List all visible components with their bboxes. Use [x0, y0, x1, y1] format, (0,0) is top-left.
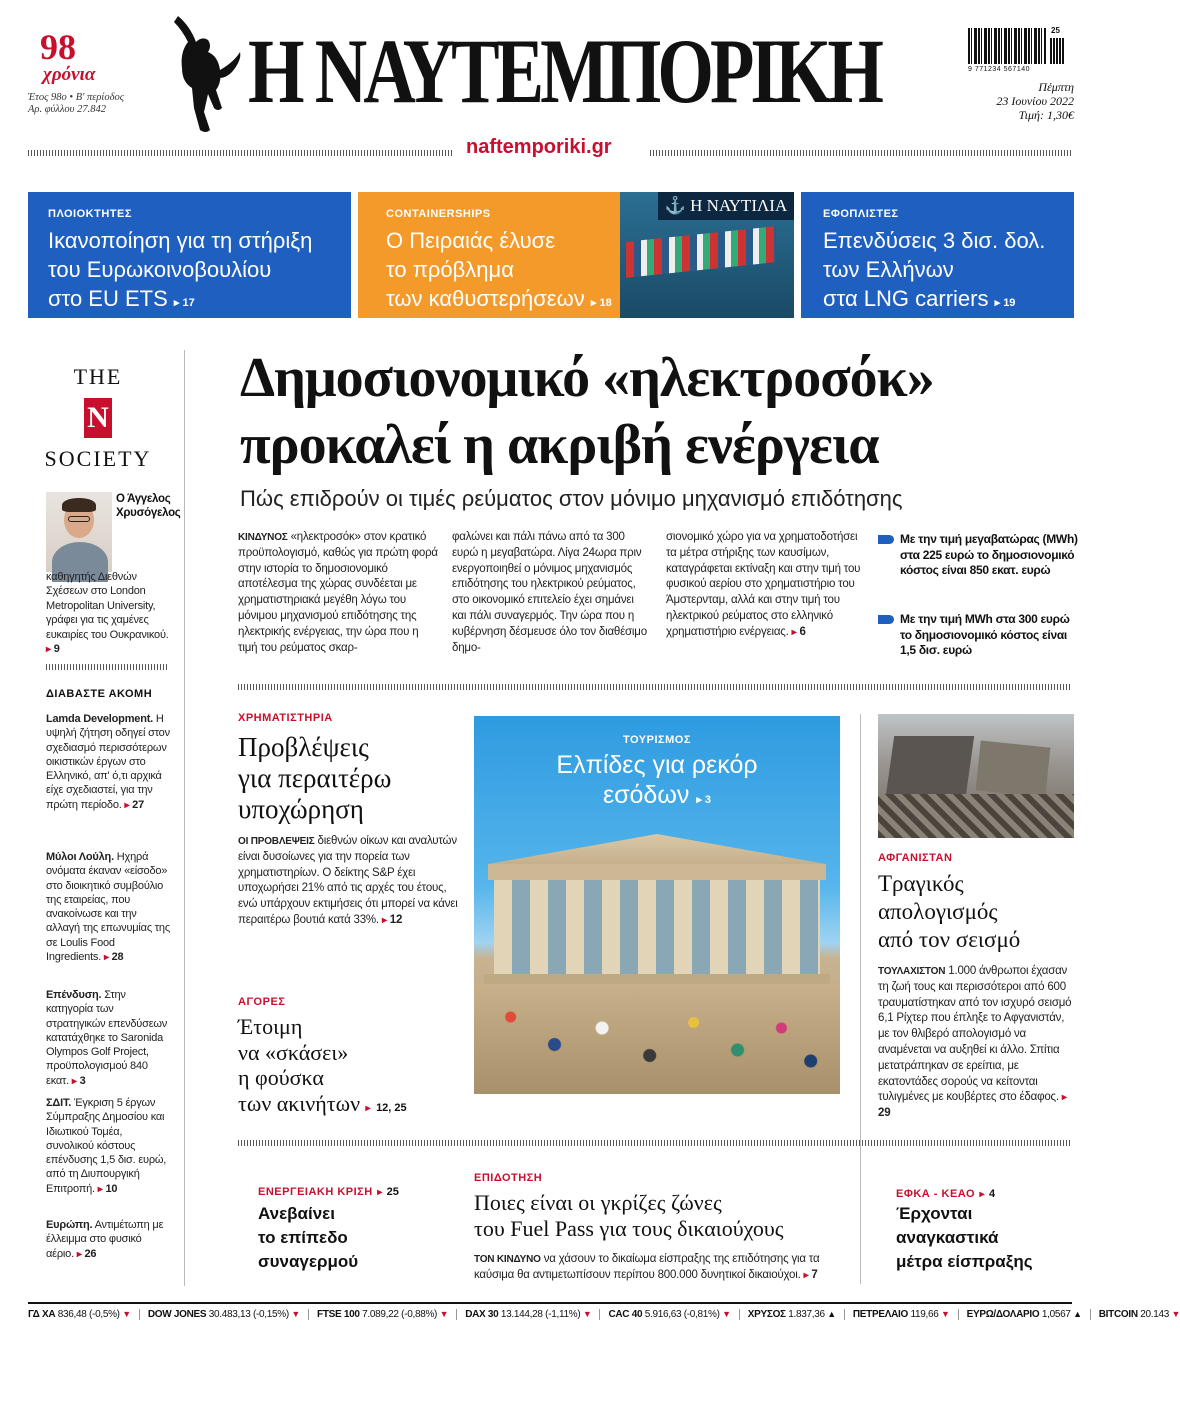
energy-kicker-row: ΕΝΕΡΓΕΙΑΚΗ ΚΡΙΣΗ ▸ 25 — [258, 1186, 399, 1198]
temple-pediment — [488, 834, 826, 864]
weekday: Πέμπτη — [1038, 80, 1074, 94]
issue-price: Τιμή: 1,30€ — [1018, 108, 1074, 122]
down-arrow-icon: ▼ — [122, 1308, 131, 1319]
main-bullet-2: Με την τιμή MWh στα 300 ευρώ το δημοσιονομικό κόστος είναι 1,5 δισ. ευρώ — [878, 612, 1078, 659]
ticker-item: ΕΥΡΩ/ΔΟΛΑΡΙΟ 1,0567 ▲ — [967, 1309, 1091, 1320]
page-ref: 9 — [53, 643, 60, 656]
up-arrow-icon: ▲ — [827, 1308, 836, 1319]
read-more-item[interactable]: Μύλοι Λούλη. Ηχηρά ονόματα έκαναν «είσοδο» στο διοικητικό συμβούλιο της εταιρείας, που ανακοίνωσε και την αλλαγή της επωνυμίας της σε Loulis Food Ingredients. ▸ 28 — [46, 851, 170, 964]
read-more-heading: ΔΙΑΒΑΣΤΕ ΑΚΟΜΗ — [46, 688, 153, 700]
society-the: THE — [73, 364, 123, 389]
read-more-item[interactable]: ΣΔΙΤ. Έγκριση 5 έργων Σύμπραξης Δημοσίου και Ιδιωτικού Τομέα, συνολικού κόστους επένδυσης 1,5 δισ. ευρώ, από τη Διυπουργική Επιτροπή. ▸ 10 — [46, 1097, 167, 1195]
down-arrow-icon: ▼ — [722, 1308, 731, 1319]
bullet-arrow-icon — [878, 535, 894, 544]
main-col-3: σιονομικό χώρο για να χρηματοδοτήσει τα μέτρα στήριξης των καυσίμων, καταγράφεται εκτίναξη και στην τιμή του φυσικού αερίου στο χρηματιστήριο του Άμστερνταμ, αλλά και στην τιμή του ηλεκτρικού ρεύματος στο ελληνικό χρηματιστήριο ενέργειας. ▸ 6 — [666, 531, 861, 638]
promo-shipowners[interactable]: ΠΛΟΙΟΚΤΗΤΕΣ Ικανοποίηση για τη στήριξη του Ευρωκοινοβουλίου στο EU ETS ▸ 17 — [28, 192, 351, 318]
promo-containerships[interactable]: ⚓ Η ΝΑΥΤΙΛΙΑ CONTAINERSHIPS Ο Πειραιάς έλυσε το πρόβλημα των καθυστερήσεων ▸ 18 — [358, 192, 794, 318]
sheet-number: Αρ. φύλλου 27.842 — [28, 104, 106, 115]
naftilia-badge — [658, 192, 794, 220]
down-arrow-icon: ▼ — [1171, 1308, 1180, 1319]
tourism-kicker: ΤΟΥΡΙΣΜΟΣ — [623, 734, 691, 746]
markets-kicker: ΑΓΟΡΕΣ — [238, 996, 286, 1008]
main-subhead: Πώς επιδρούν οι τιμές ρεύματος στον μόνιμο μηχανισμό επιδότησης — [240, 486, 903, 511]
promo-line: των Ελλήνων — [823, 257, 954, 282]
down-arrow-icon: ▼ — [940, 1308, 950, 1319]
promo-line: Επενδύσεις 3 δισ. δολ. — [823, 228, 1046, 253]
read-more-item[interactable]: Lamda Development. Η υψηλή ζήτηση οδηγεί στον σχεδιασμό περισσότερων οικιστικών έργων στο Ελληνικό, απ' ό,τι αρχικά είχε σχεδιαστεί, για την πρώτη περίοδο. ▸ 27 — [46, 713, 170, 811]
main-col-2: φαλώνει και πάλι πάνω από τα 300 ευρώ η μεγαβατώρα. Λίγα 24ωρα πριν ενεργοποιηθεί ο μόνιμος μηχανισμός επιδότησης του ηλεκτρικού ρεύματος, στο οικονομικό επιτελείο έχει σημάνει και πάλι συναγερμός. Την ώρα που η κυβέρνηση δέσμευσε όλο τον διαθέσιμο δημο- — [452, 531, 647, 654]
hermes-logo — [168, 12, 248, 136]
promo-line: του Ευρωκοινοβουλίου — [48, 257, 272, 282]
promo-line: Ικανοποίηση για τη στήριξη — [48, 228, 313, 253]
issue-date: 23 Ιουνίου 2022 — [996, 94, 1074, 108]
society-word: SOCIETY — [44, 446, 152, 471]
subsidy-kicker: ΕΠΙΔΟΤΗΣΗ — [474, 1172, 543, 1184]
ticker-item: FTSE 100 7.089,22 (-0,88%) ▼ — [317, 1309, 457, 1320]
stocks-text: ΟΙ ΠΡΟΒΛΕΨΕΙΣ διεθνών οίκων και αναλυτών είναι δυσοίωνες για την πορεία των χρηματιστηρίων. Ο δείκτης S&P έχει υποχωρήσει 21% από τις αρχές του έτους, ενώ υπάρχουν εκτιμήσεις ότι μπορεί να κάνει περαιτέρω βουτιά κατά 33%. ▸ 12 — [238, 835, 458, 926]
ticker-item: BITCOIN 20.143 ▼ — [1098, 1308, 1180, 1320]
page-ref: 17 — [182, 297, 195, 309]
ticker-top-rule — [28, 1302, 1072, 1304]
left-rule — [46, 664, 168, 670]
stocks-headline[interactable]: Προβλέψεις για περαιτέρω υποχώρηση — [238, 732, 392, 824]
main-headline-line-1: Δημοσιονομικό «ηλεκτροσόκ» — [240, 347, 934, 409]
main-headline-line-2: προκαλεί η ακριβή ενέργεια — [240, 414, 879, 476]
author-name: Ο Άγγελος Χρυσόγελος — [116, 493, 181, 519]
promo-kicker: ΕΦΟΠΛΙΣΤΕΣ — [823, 208, 899, 220]
afghanistan-text: ΤΟΥΛΑΧΙΣΤΟΝ 1.000 άνθρωποι έχασαν τη ζωή τους και περισσότεροι από 600 τραυματίστηκαν από τον ισχυρό σεισμό 6,1 Ρίχτερ που έπληξε το Αφγανιστάν, με τον θλιβερό απολογισμό να αναμένεται να αυξηθεί κι άλλο. Σπίτια μετατράπηκαν σε ερείπια, με εκατοντάδες σορούς να κείτονται τυλιγμένες με κουβέρτες στο έδαφος. ▸ 29 — [878, 965, 1072, 1120]
masthead-rule-left — [28, 150, 452, 156]
afghanistan-headline[interactable]: Τραγικός απολογισμός από τον σεισμό — [878, 871, 1021, 952]
tourism-headline: Ελπίδες για ρεκόρ εσόδων ▸ 3 — [556, 751, 758, 809]
afghanistan-kicker: ΑΦΓΑΝΙΣΤΑΝ — [878, 852, 953, 864]
efka-kicker-row: ΕΦΚΑ - ΚΕΑΟ ▸ 4 — [896, 1188, 996, 1200]
promo-shipowners-lng[interactable]: ΕΦΟΠΛΙΣΤΕΣ Επενδύσεις 3 δισ. δολ. των Ελλήνων στα LNG carriers ▸ 19 — [801, 192, 1074, 318]
promo-line: στο EU ETS — [48, 286, 168, 311]
promo-kicker: ΠΛΟΙΟΚΤΗΤΕΣ — [48, 208, 132, 220]
down-arrow-icon: ▼ — [582, 1308, 592, 1319]
society-logo-letter: N — [84, 398, 112, 438]
temple-entablature — [488, 864, 826, 880]
barcode — [968, 28, 1064, 64]
newspaper-title: Η ΝΑΥΤΕΜΠΟΡΙΚΗ — [248, 20, 880, 122]
society-text: καθηγητής Διεθνών Σχέσεων στο London Metropolitan University, γράφει για τις χαμένες ευκαιρίες του Ουκρανικού. ▸ 9 — [46, 571, 169, 656]
author-photo — [46, 492, 112, 572]
ticker-item: DOW JONES 30.483,13 (-0,15%) ▼ — [148, 1309, 309, 1320]
subsidy-text: ΤΟΝ ΚΙΝΔΥΝΟ να χάσουν το δικαίωμα είσπραξης της επιδότησης για τα καύσιμα θα αντιμετωπίσουν περίπου 800.000 δυνητικοί δικαιούχοι. ▸ 7 — [474, 1253, 820, 1281]
read-more-item[interactable]: Ευρώπη. Αντιμέτωπη με έλλειμμα στο φυσικό αέριο. ▸ 26 — [46, 1219, 164, 1260]
tourism-photo[interactable] — [474, 716, 840, 1094]
ticker-item: CAC 40 5.916,63 (-0,81%) ▼ — [608, 1309, 739, 1320]
anchor-icon: ⚓ — [664, 196, 686, 215]
barcode-number: 9 771234 567140 — [968, 66, 1030, 73]
ticker-item: ΧΡΥΣΟΣ 1.837,36 ▲ — [748, 1309, 845, 1320]
column-divider — [860, 714, 861, 1284]
masthead-rule-right — [650, 150, 1072, 156]
ticker-item: ΠΕΤΡΕΛΑΙΟ 119,66 ▼ — [853, 1309, 959, 1320]
market-ticker — [28, 1306, 1180, 1322]
tourists-crowd — [474, 984, 840, 1094]
promo-line: στα LNG carriers — [823, 286, 989, 311]
ticker-item: ΓΔ ΧΑ 836,48 (-0,5%) ▼ — [28, 1309, 140, 1320]
anniversary-word: χρόνια — [43, 64, 96, 85]
page-ref: 18 — [599, 297, 612, 309]
temple-columns — [494, 880, 820, 976]
stocks-kicker: ΧΡΗΜΑΤΙΣΤΗΡΙΑ — [238, 712, 333, 724]
promo-line: το πρόβλημα — [386, 257, 514, 282]
efka-headline[interactable]: Έρχονται αναγκαστικά μέτρα είσπραξης — [896, 1204, 1033, 1271]
issue-line: Έτος 98ο • Β' περίοδος — [28, 92, 124, 103]
promo-line: των καθυστερήσεων — [386, 286, 585, 311]
up-arrow-icon: ▲ — [1073, 1308, 1082, 1319]
promo-line: Ο Πειραιάς έλυσε — [386, 228, 556, 253]
main-bullet-1: Με την τιμή μεγαβατώρας (MWh) στα 225 ευρώ το δημοσιονομικό κόστος είναι 850 εκατ. ευρώ — [878, 532, 1078, 579]
barcode-issue: 25 — [1051, 26, 1060, 35]
read-more-item[interactable]: Επένδυση. Στην κατηγορία των στρατηγικών επενδύσεων κατατάχθηκε το Saronida Olympos Golf Project, προϋπολογισμού 840 εκατ. ▸ 3 — [46, 989, 168, 1087]
anniversary-years: 98 — [40, 27, 76, 67]
column-divider — [184, 350, 185, 1286]
promo-kicker: CONTAINERSHIPS — [386, 208, 491, 220]
page-ref: 19 — [1003, 297, 1016, 309]
badge-label: Η ΝΑΥΤΙΛΙΑ — [690, 196, 788, 215]
subsidy-headline[interactable]: Ποιες είναι οι γκρίζες ζώνες του Fuel Pass για τους δικαιούχους — [474, 1190, 784, 1241]
down-arrow-icon: ▼ — [439, 1308, 449, 1319]
section-rule — [238, 1140, 1072, 1146]
earthquake-photo[interactable] — [878, 714, 1074, 838]
down-arrow-icon: ▼ — [291, 1308, 301, 1319]
ticker-item: DAX 30 13.144,28 (-1,11%) ▼ — [465, 1309, 600, 1320]
main-col-1: ΚΙΝΔΥΝΟΣ «ηλεκτροσόκ» στον κρατικό προϋπολογισμό, καθώς για πρώτη φορά στην ιστορία το δημοσιονομικό αποτέλεσμα της χώρας συνδέεται με χρηματιστηριακά μεγέθη λόγω του μόνιμου μηχανισμού επιδότησης της ηλεκτρικής ενέργειας, την ώρα που η τιμή του ρεύματος σκαρ- — [238, 531, 438, 654]
temple-base — [484, 974, 830, 984]
bullet-arrow-icon — [878, 615, 894, 624]
markets-headline[interactable]: Έτοιμη να «σκάσει» η φούσκα των ακινήτων ▸ 12, 25 — [238, 1014, 407, 1116]
energy-headline[interactable]: Ανεβαίνει το επίπεδο συναγερμού — [258, 1204, 359, 1271]
website-link[interactable]: naftemporiki.gr — [466, 136, 612, 158]
section-rule — [238, 684, 1072, 690]
